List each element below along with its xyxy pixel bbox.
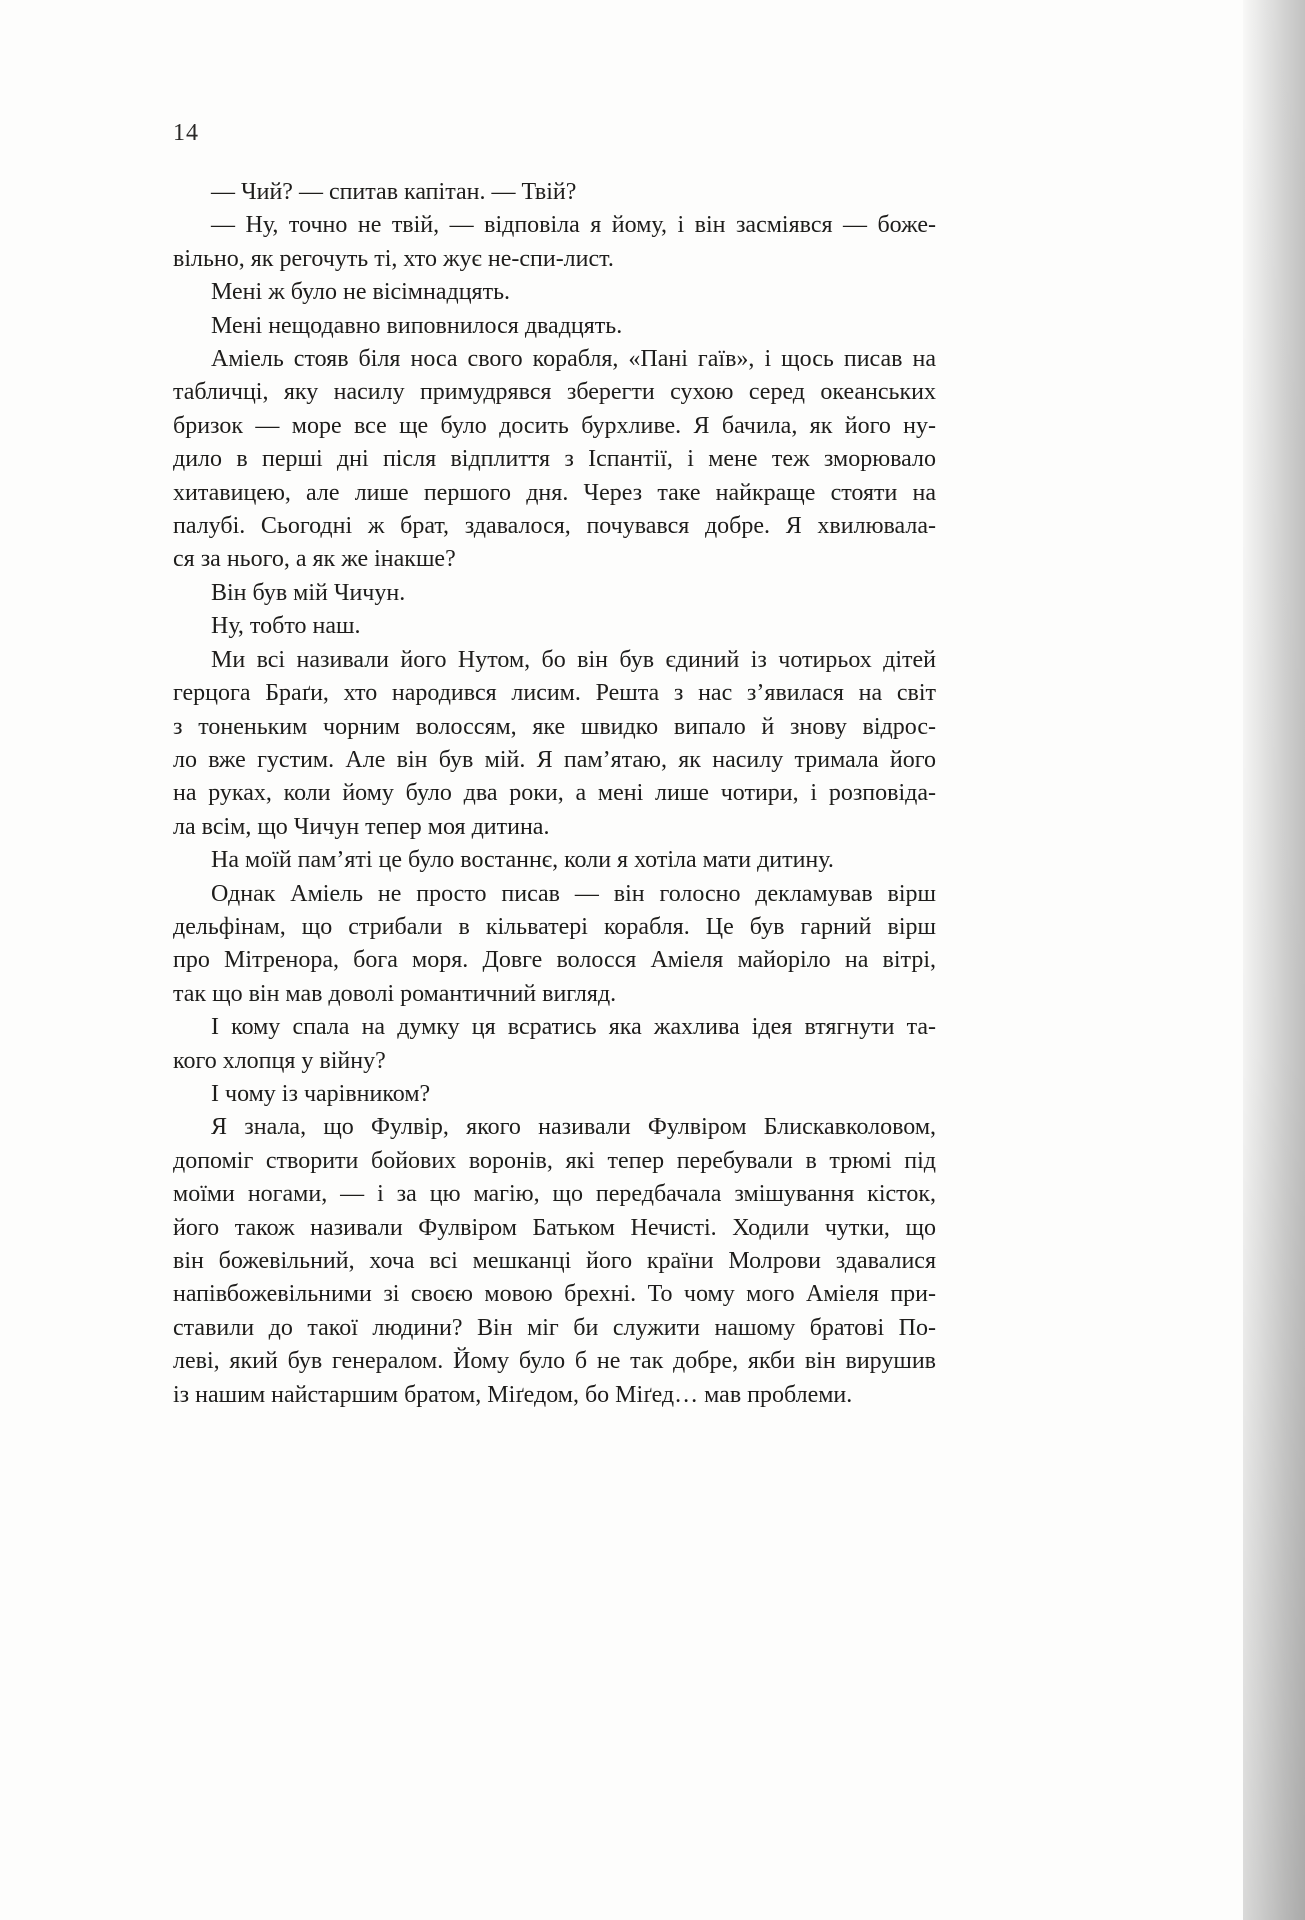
text-line: ло вже густим. Але він був мій. Я пам’ятаю, як насилу тримала його [173,746,936,773]
text-line: напівбожевільними зі своєю мовою брехні. То чому мого Аміеля при- [173,1281,936,1308]
text-line: Аміель стояв біля носа свого корабля, «Пані гаїв», і щось писав на [211,346,936,373]
text-line: Однак Аміель не просто писав — він голосно декламував вірш [211,880,936,907]
paragraph [173,1111,936,1412]
text-line: його також називали Фулвіром Батьком Нечисті. Ходили чутки, що [173,1214,936,1241]
scan-edge-shadow [1243,0,1305,1920]
paragraph [173,343,936,577]
text-line: ся за нього, а як же інакше? [173,546,456,573]
paragraph [173,209,936,276]
text-line: герцога Браґи, хто народився лисим. Решта з нас з’явилася на світ [173,680,936,707]
text-line: так що він мав доволі романтичний вигляд. [173,980,617,1007]
text-line: бризок — море все ще було досить бурхливе. Я бачила, як його ну- [173,412,936,439]
text-line: леві, який був генералом. Йому було б не так добре, якби він вирушив [173,1348,936,1375]
text-line: Він був мій Чичун. [211,579,406,606]
paragraph [173,644,936,844]
text-line: він божевільний, хоча всі мешканці його країни Молрови здавалися [173,1248,936,1274]
paragraph [173,1078,936,1111]
paragraph [173,577,936,610]
text-line: ла всім, що Чичун тепер моя дитина. [173,813,550,840]
text-line: палубі. Сьогодні ж брат, здавалося, почувався добре. Я хвилювала- [173,513,936,540]
text-line: на руках, коли йому було два роки, а мені лише чотири, і розповіда- [173,780,936,807]
text-line: — Чий? — спитав капітан. — Твій? [211,179,577,205]
text-line: Ми всі називали його Нутом, бо він був єдиний із чотирьох дітей [211,646,936,673]
text-line: Мені ж було не вісімнадцять. [211,279,511,306]
page-number: 14 [173,120,199,146]
text-line: Ну, тобто наш. [211,613,361,640]
text-line: І кому спала на думку ця всратись яка жахлива ідея втягнути та- [211,1014,936,1041]
text-line: І чому із чарівником? [211,1080,431,1107]
text-line: кого хлопця у війну? [173,1047,386,1074]
paragraph [173,276,936,309]
paragraph [173,176,936,209]
text-line: На моїй пам’яті це було востаннє, коли я хотіла мати дитину. [211,847,834,874]
text-line: моїми ногами, — і за цю магію, що передбачала змішування кісток, [173,1181,936,1208]
text-line: про Мітренора, бога моря. Довге волосся Аміеля майоріло на вітрі, [173,947,936,974]
text-line: допоміг створити бойових воронів, які тепер перебували в трюмі під [173,1147,936,1174]
paragraph [173,610,936,643]
text-line: з тоненьким чорним волоссям, яке швидко випало й знову відрос- [173,713,936,740]
text-line: дельфінам, що стрибали в кільватері корабля. Це був гарний вірш [173,913,936,940]
paragraph [173,878,936,1012]
text-line: дило в перші дні після відплиття з Іспантії, і мене теж зморювало [173,446,936,473]
text-line: — Ну, точно не твій, — відповіла я йому, і він засміявся — боже- [211,212,936,239]
text-line: хитавицею, але лише першого дня. Через таке найкраще стояти на [173,479,936,506]
text-line: табличці, яку насилу примудрявся зберегти сухою серед океанських [173,379,936,406]
paragraph [173,310,936,343]
text-line: ставили до такої людини? Він міг би служити нашому братові По- [173,1314,936,1341]
text-line: вільно, як регочуть ті, хто жує не-спи-лист. [173,245,614,272]
text-line: Я знала, що Фулвір, якого називали Фулвіром Блискавколовом, [211,1114,936,1141]
text-line: із нашим найстаршим братом, Міґедом, бо Міґед… мав проблеми. [173,1381,853,1408]
text-line: Мені нещодавно виповнилося двадцять. [211,312,623,339]
text-block [173,176,936,1412]
paragraph [173,844,936,877]
paragraph [173,1011,936,1078]
